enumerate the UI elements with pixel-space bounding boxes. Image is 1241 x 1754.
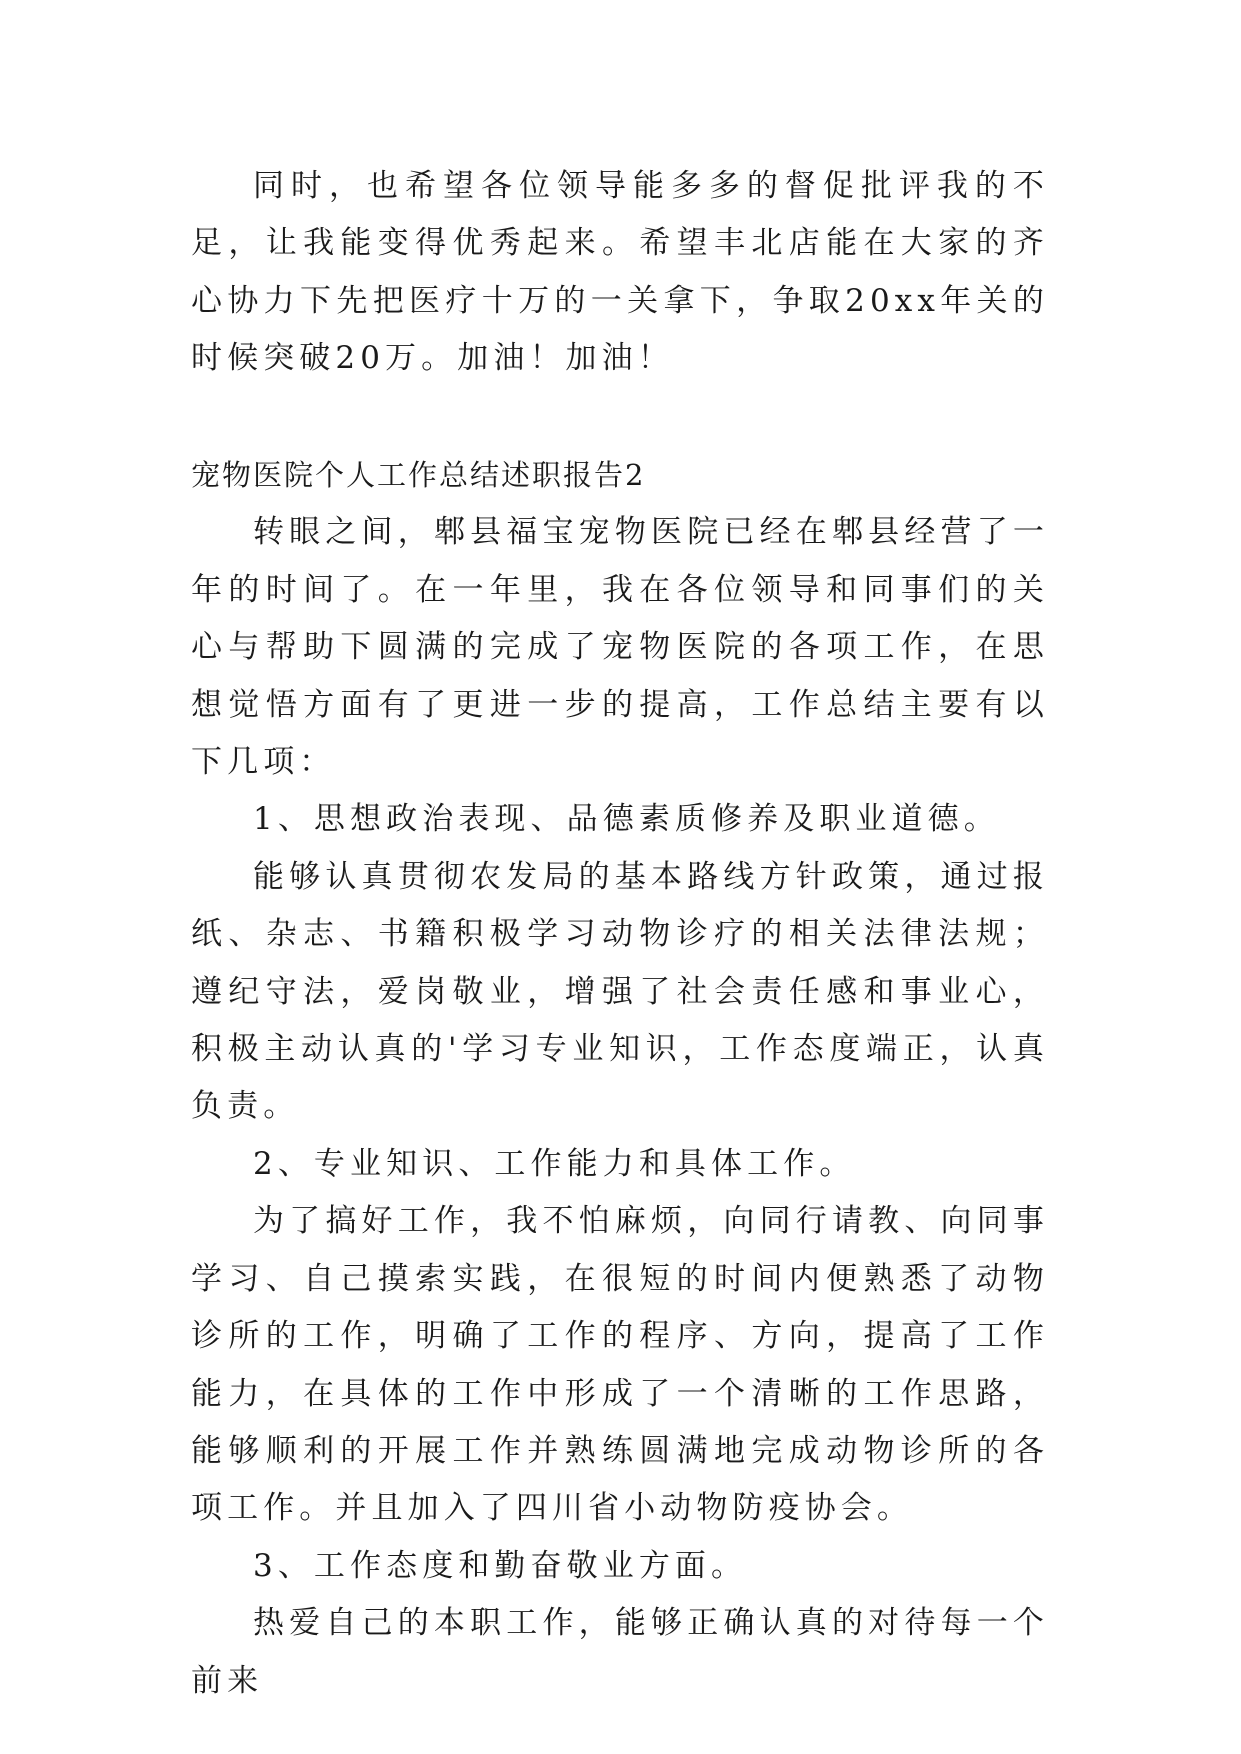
subheading-1: 1、思想政治表现、品德素质修养及职业道德。: [253, 801, 1000, 838]
subheading-2: 2、专业知识、工作能力和具体工作。: [253, 1145, 856, 1182]
closing-paragraph: 同时，也希望各位领导能多多的督促批评我的不足，让我能变得优秀起来。希望丰北店能在大家的齐心协力下先把医疗十万的一关拿下，争取20xx年关的时候突破20万。加油！加油！: [191, 168, 1049, 377]
paragraph-1: 能够认真贯彻农发局的基本路线方针政策，通过报纸、杂志、书籍积极学习动物诊疗的相关法律法规；遵纪守法，爱岗敬业，增强了社会责任感和事业心，积极主动认真的'学习专业知识，工作态度端正，认真负责。: [191, 858, 1049, 1125]
paragraph-3: 热爱自己的本职工作，能够正确认真的对待每一个前来: [191, 1605, 1049, 1699]
subheading-3: 3、工作态度和勤奋敬业方面。: [253, 1547, 748, 1584]
paragraph-2: 为了搞好工作，我不怕麻烦，向同行请教、向同事学习、自己摸索实践，在很短的时间内便熟悉了动物诊所的工作，明确了工作的程序、方向，提高了工作能力，在具体的工作中形成了一个清晰的工作思路，能够顺利的开展工作并熟练圆满地完成动物诊所的各项工作。并且加入了四川省小动物防疫协会。: [191, 1203, 1049, 1527]
report-section-2: [191, 447, 1049, 1710]
paragraph-intro: 转眼之间，郫县福宝宠物医院已经在郫县经营了一年的时间了。在一年里，我在各位领导和同事们的关心与帮助下圆满的完成了宠物医院的各项工作，在思想觉悟方面有了更进一步的提高，工作总结主要有以下几项：: [191, 514, 1049, 781]
previous-section-ending: [191, 158, 1049, 388]
section-title: 宠物医院个人工作总结述职报告2: [191, 458, 646, 492]
